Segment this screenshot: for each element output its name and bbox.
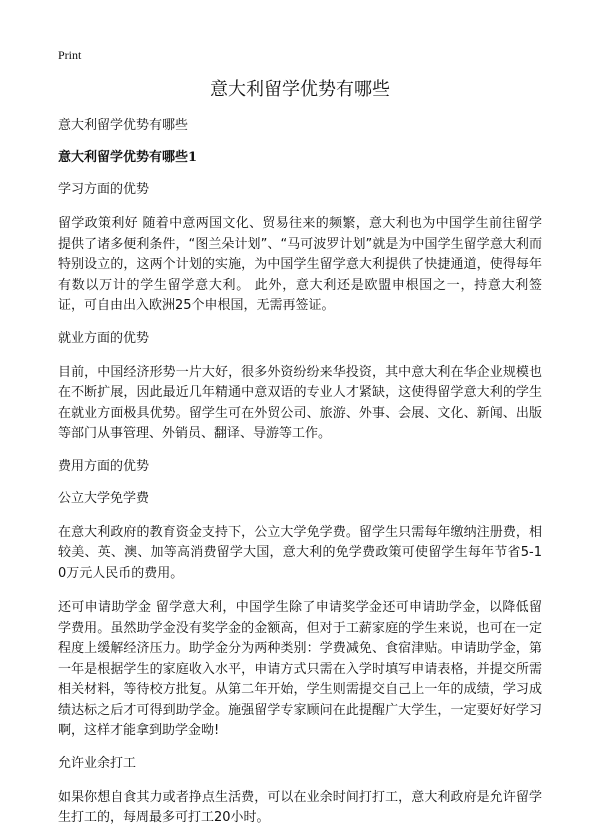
subtitle-plain: 意大利留学优势有哪些 [58,118,189,133]
paragraph-study: 留学政策利好 随着中意两国文化、贸易往来的频繁，意大利也为中国学生前往留学提供了诸多便利条件，“图兰朵计划”、“马可波罗计划”就是为中国学生留学意大利而特别设立的，这两个计划的实施，为中国学生留学意大利提供了快捷通道，使得每年有数以万计的学生留学意大利。 此外，意大利还是欧盟申根国之一，持意大利签证，可自由出入欧洲25个申根国，无需再签证。 [58,216,542,313]
page-title: 意大利留学优势有哪些 [210,79,390,100]
paragraph-grants: 还可申请助学金 留学意大利，中国学生除了申请奖学金还可申请助学金，以降低留学费用。虽然助学金没有奖学金的金额高，但对于工薪家庭的学生来说，也可在一定程度上缓解经济压力。助学金分为两种类别：学费减免、食宿津贴。申请助学金，第一年是根据学生的家庭收入水平，申请方式只需在入学时填写申请表格，并提交所需相关材料，等待校方批复。从第二年开始，学生则需提交自己上一年的成绩，学习成绩达标之后才可得到助学金。施强留学专家顾问在此提醒广大学生，一定要好好学习啊，这样才能拿到助学金呦! [58,600,542,738]
print-label: Print [58,48,82,62]
sub-heading-free-tuition: 公立大学免学费 [58,490,150,506]
section-heading-cost: 费用方面的优势 [58,458,150,474]
section-heading-employment: 就业方面的优势 [58,330,150,346]
paragraph-employment: 目前，中国经济形势一片大好，很多外资纷纷来华投资，其中意大利在华企业规模也在不断扩展，因此最近几年精通中意双语的专业人才紧缺，这使得留学意大利的学生在就业方面极具优势。留学生可在外贸公司、旅游、外事、会展、文化、新闻、出版等部门从事管理、外销员、翻译、导游等工作。 [58,364,542,441]
paragraph-free-tuition: 在意大利政府的教育资金支持下，公立大学免学费。留学生只需每年缴纳注册费，相较美、英、澳、加等高消费留学大国，意大利的免学费政策可使留学生每年节省5-10万元人民币的费用。 [58,524,542,581]
section-heading-work: 允许业余打工 [58,755,137,771]
paragraph-work: 如果你想自食其力或者挣点生活费，可以在业余时间打打工，意大利政府是允许留学生打工的，每周最多可打工20小时。 [58,789,542,825]
section-heading-study: 学习方面的优势 [58,182,150,197]
subtitle-bold: 意大利留学优势有哪些1 [58,150,198,165]
